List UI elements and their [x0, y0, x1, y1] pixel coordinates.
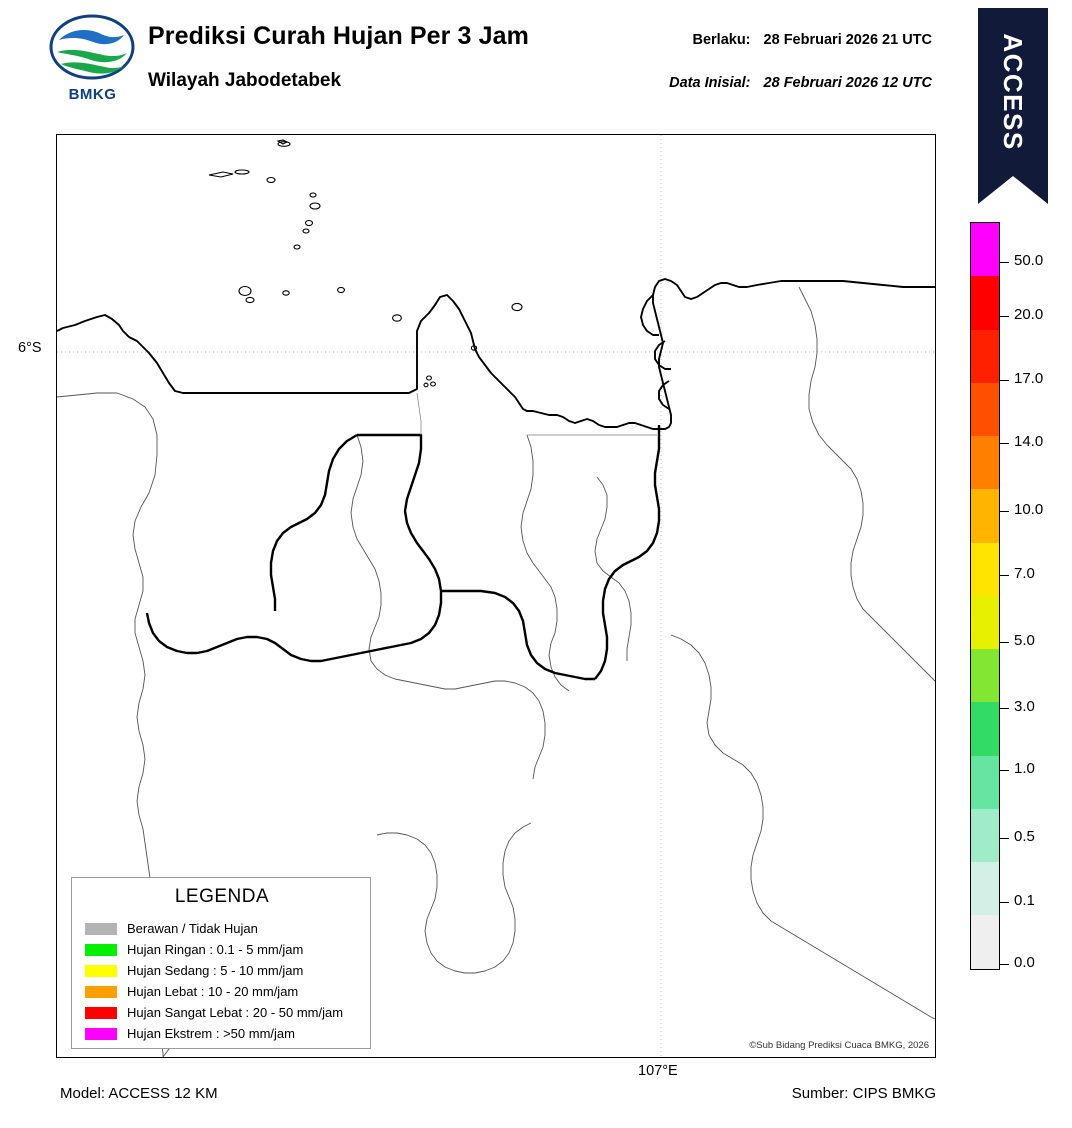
- tick-label: 20.0: [1014, 306, 1044, 323]
- tick-label: 1.0: [1014, 760, 1035, 777]
- legend-title: LEGENDA: [174, 886, 270, 907]
- init-time-value: 28 Februari 2026 12 UTC: [763, 75, 932, 91]
- colorbar-segment: [971, 276, 999, 329]
- legend-swatch-heavy-rain: [85, 986, 117, 998]
- tick-label: 10.0: [1014, 501, 1044, 518]
- legend-swatch-extreme-rain: [85, 1028, 117, 1040]
- page-title: Prediksi Curah Hujan Per 3 Jam: [148, 22, 529, 50]
- tick-line: [1000, 838, 1009, 839]
- tick-line: [1000, 511, 1009, 512]
- tick-line: [1000, 902, 1009, 903]
- page-header: [0, 0, 1072, 151]
- legend-label: Hujan Sangat Lebat : 20 - 50 mm/jam: [127, 1005, 344, 1020]
- valid-time-label: Berlaku:: [692, 32, 751, 48]
- page-subtitle: Wilayah Jabodetabek: [148, 70, 342, 91]
- tick-line: [1000, 964, 1009, 965]
- legend-box: [71, 877, 371, 1049]
- colorbar-segment: [971, 596, 999, 649]
- bmkg-logo: [45, 14, 140, 106]
- init-time-label: Data Inisial:: [669, 75, 751, 91]
- tick-label: 7.0: [1014, 565, 1035, 582]
- tick-label: 17.0: [1014, 370, 1044, 387]
- latitude-label: 6°S: [18, 340, 42, 356]
- tick-line: [1000, 770, 1009, 771]
- legend-label: Hujan Ringan : 0.1 - 5 mm/jam: [127, 942, 304, 957]
- init-time-row: [669, 75, 932, 91]
- legend-swatch-cloudy: [85, 923, 117, 935]
- valid-time-row: [692, 32, 932, 48]
- colorbar-segment: [971, 702, 999, 755]
- longitude-label: 107°E: [638, 1063, 678, 1079]
- tick-line: [1000, 642, 1009, 643]
- tick-label: 50.0: [1014, 252, 1044, 269]
- ribbon-label: ACCESS: [998, 33, 1028, 151]
- legend-swatch-moderate-rain: [85, 965, 117, 977]
- tick-line: [1000, 443, 1009, 444]
- inland-lines: [417, 393, 657, 435]
- legend-items: [85, 918, 365, 1044]
- legend-item: [85, 1002, 365, 1023]
- valid-time-value: 28 Februari 2026 21 UTC: [763, 32, 932, 48]
- colorbar-segment: [971, 649, 999, 702]
- province-boundary-thick: [147, 425, 659, 679]
- footer-source: Sumber: CIPS BMKG: [791, 1085, 936, 1102]
- legend-item: [85, 1023, 365, 1044]
- tick-line: [1000, 380, 1009, 381]
- legend-item: [85, 918, 365, 939]
- ribbon-tail: [978, 176, 1048, 204]
- colorbar-segment: [971, 436, 999, 489]
- tick-label: 14.0: [1014, 433, 1044, 450]
- colorbar-ticks: [1000, 222, 1070, 970]
- tick-line: [1000, 575, 1009, 576]
- legend-label: Hujan Lebat : 10 - 20 mm/jam: [127, 984, 299, 999]
- colorbar-segment: [971, 543, 999, 596]
- colorbar-segment: [971, 756, 999, 809]
- colorbar-segment: [971, 330, 999, 383]
- tick-line: [1000, 708, 1009, 709]
- tick-label: 5.0: [1014, 632, 1035, 649]
- map-panel[interactable]: [56, 134, 936, 1058]
- legend-label: Hujan Ekstrem : >50 mm/jam: [127, 1026, 295, 1041]
- map-copyright: ©Sub Bidang Prediksi Cuaca BMKG, 2026: [749, 1040, 929, 1051]
- legend-item: [85, 981, 365, 1002]
- tick-label: 0.1: [1014, 892, 1035, 909]
- footer-model: Model: ACCESS 12 KM: [60, 1085, 218, 1102]
- bmkg-logo-mark: [45, 14, 140, 84]
- coastline-layer: [57, 279, 935, 429]
- colorbar: [970, 222, 1000, 970]
- colorbar-segment: [971, 809, 999, 862]
- legend-label: Hujan Sedang : 5 - 10 mm/jam: [127, 963, 304, 978]
- legend-swatch-very-heavy-rain: [85, 1007, 117, 1019]
- tick-line: [1000, 316, 1009, 317]
- tick-label: 0.0: [1014, 954, 1035, 971]
- access-ribbon: [978, 8, 1048, 208]
- tick-label: 3.0: [1014, 698, 1035, 715]
- colorbar-segment: [971, 915, 999, 969]
- tick-line: [1000, 262, 1009, 263]
- colorbar-segment: [971, 489, 999, 542]
- legend-item: [85, 960, 365, 981]
- bmkg-logo-text: BMKG: [68, 86, 117, 103]
- colorbar-segment: [971, 383, 999, 436]
- legend-item: [85, 939, 365, 960]
- colorbar-segment: [971, 862, 999, 915]
- tick-label: 0.5: [1014, 828, 1035, 845]
- colorbar-segment: [971, 223, 999, 276]
- legend-label: Berawan / Tidak Hujan: [127, 921, 258, 936]
- legend-swatch-light-rain: [85, 944, 117, 956]
